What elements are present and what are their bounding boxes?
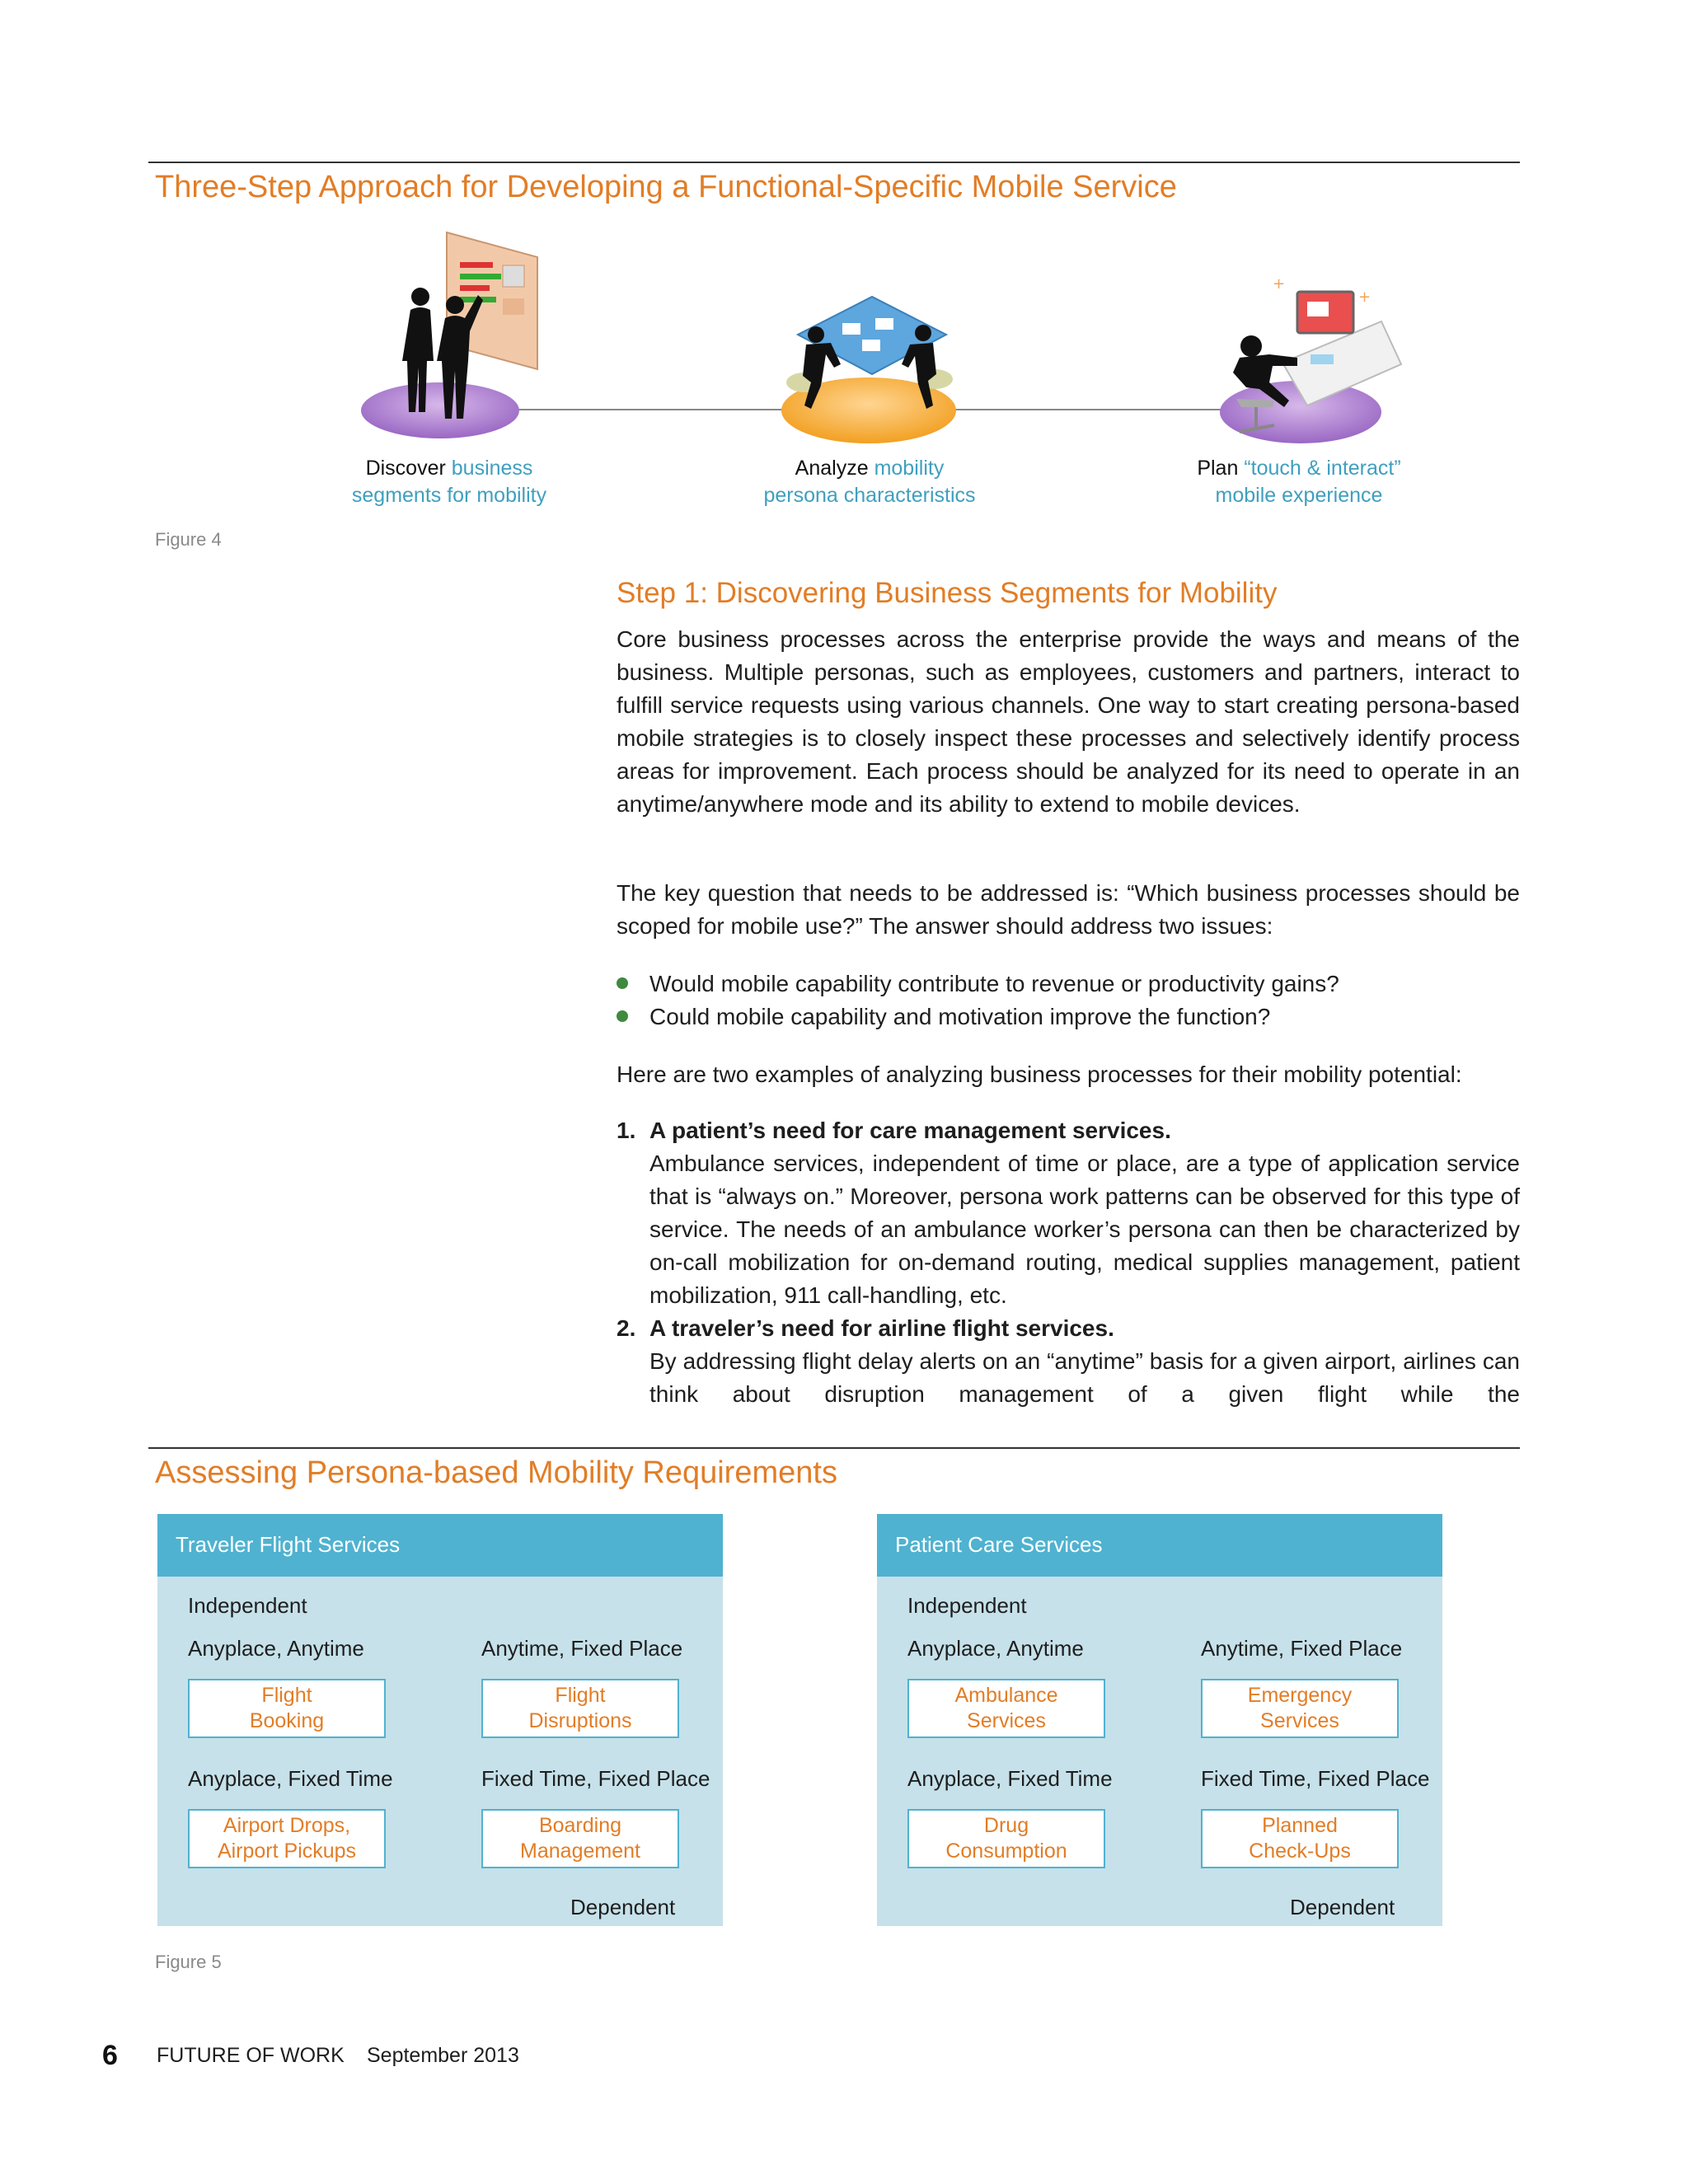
- dependent-label: Dependent: [570, 1895, 676, 1919]
- step1-paragraph-1: Core business processes across the enterprise provide the ways and means of the business. Multiple personas, such as employees, customers and partners, interact to fulfill service requests using various channels. One way to start creating persona-based mobile strategies is to closely inspect these processes and selectively identify process areas for improvement. Each process should be analyzed for its need to operate in an anytime/anywhere mode and its ability to extend to mobile devices.: [617, 626, 1520, 817]
- figure5-title: Assessing Persona-based Mobility Requirements: [155, 1455, 837, 1490]
- box-text: Flight Booking: [249, 1684, 325, 1732]
- publication-date: September 2013: [367, 2044, 519, 2067]
- box-drug-consumption: [907, 1809, 1105, 1868]
- item-2-body: By addressing flight delay alerts on an “anytime” basis for a given airport, airlines can think about disruption management of a given flight while the: [649, 1348, 1520, 1407]
- quadrant-label-anyplace-anytime: Anyplace, Anytime: [188, 1636, 364, 1661]
- independent-label: Independent: [907, 1593, 1027, 1618]
- bullet-dot-icon: [617, 977, 628, 989]
- caption-discover: [293, 455, 606, 509]
- figure5-label: Figure 5: [155, 1952, 222, 1972]
- box-text: Planned Check-Ups: [1249, 1814, 1351, 1863]
- box-text: Ambulance Services: [954, 1684, 1058, 1732]
- box-flight-disruptions: [481, 1679, 679, 1738]
- panel-header: [157, 1514, 723, 1577]
- caption-plan-verb: Plan: [1197, 457, 1239, 480]
- item-1-number: 1.: [617, 1118, 636, 1143]
- bullet-dot-icon: [617, 1010, 628, 1022]
- box-text: Airport Drops, Airport Pickups: [217, 1814, 357, 1863]
- box-ambulance-services: [907, 1679, 1105, 1738]
- quadrant-label-anytime-fixed-place: Anytime, Fixed Place: [481, 1636, 683, 1661]
- quadrant-label-anyplace-fixed-time: Anyplace, Fixed Time: [907, 1766, 1113, 1791]
- box-airport-drops-pickups: [188, 1809, 386, 1868]
- independent-label: Independent: [188, 1593, 307, 1618]
- panel-header-title: Patient Care Services: [895, 1532, 1103, 1557]
- item-1-title: A patient’s need for care management services.: [649, 1118, 1171, 1143]
- bullet-text: Would mobile capability contribute to revenue or productivity gains?: [649, 971, 1339, 996]
- quadrant-label-anyplace-anytime: Anyplace, Anytime: [907, 1636, 1084, 1661]
- box-boarding-management: [481, 1809, 679, 1868]
- caption-analyze-line2: persona characteristics: [763, 484, 976, 507]
- panel-header: [877, 1514, 1442, 1577]
- quadrant-label-anytime-fixed-place: Anytime, Fixed Place: [1201, 1636, 1403, 1661]
- caption-analyze-verb: Analyze: [795, 457, 869, 480]
- caption-discover-line2: segments for mobility: [351, 484, 547, 507]
- figure4-title: Three-Step Approach for Developing a Functional-Specific Mobile Service: [155, 170, 1177, 204]
- step1-paragraph-2: The key question that needs to be addressed is: “Which business processes should be scoped for mobile use?” The answer should address two issues:: [617, 880, 1520, 939]
- box-emergency-services: [1201, 1679, 1399, 1738]
- panel-header-title: Traveler Flight Services: [176, 1532, 401, 1557]
- step1-paragraph-3: Here are two examples of analyzing business processes for their mobility potential:: [617, 1062, 1462, 1087]
- caption-plan: [1142, 455, 1456, 509]
- quadrant-label-anyplace-fixed-time: Anyplace, Fixed Time: [188, 1766, 393, 1791]
- box-text: Emergency Services: [1247, 1684, 1353, 1732]
- panel-traveler-flight-services: [157, 1514, 723, 1926]
- top-rule: [148, 162, 1520, 163]
- quadrant-label-fixed-time-fixed-place: Fixed Time, Fixed Place: [1201, 1766, 1430, 1791]
- box-text: Drug Consumption: [945, 1814, 1067, 1863]
- box-text: Flight Disruptions: [528, 1684, 632, 1732]
- item-2-number: 2.: [617, 1315, 636, 1341]
- bullet-item: [617, 1001, 1520, 1033]
- dependent-label: Dependent: [1290, 1895, 1395, 1919]
- plan-illustration: [1208, 272, 1406, 453]
- issues-bullet-list: [617, 968, 1520, 1033]
- step1-title: Step 1: Discovering Business Segments for Mobility: [617, 577, 1278, 609]
- box-text: Boarding Management: [520, 1814, 640, 1863]
- svg-text:+: +: [1273, 275, 1286, 293]
- discover-illustration: [354, 229, 552, 445]
- item-1-body: Ambulance services, independent of time or place, are a type of application service that is “always on.” Moreover, persona work patterns can be observed for this type of service. The needs of an ambulance worker’s persona can then be characterized by on-call mobilization for on-demand routing, medical supplies management, patient mobilization, 911 call-handling, etc.: [649, 1151, 1520, 1308]
- figure4-label: Figure 4: [155, 529, 222, 550]
- page-number: 6: [102, 2040, 118, 2071]
- caption-discover-verb: Discover: [365, 457, 446, 480]
- bullet-item: [617, 968, 1520, 1001]
- item-2-title: A traveler’s need for airline flight services.: [649, 1315, 1114, 1341]
- caption-analyze-line1: mobility: [874, 457, 945, 480]
- caption-analyze: [713, 455, 1026, 509]
- caption-plan-line2: mobile experience: [1215, 484, 1383, 507]
- quadrant-label-fixed-time-fixed-place: Fixed Time, Fixed Place: [481, 1766, 710, 1791]
- panel-patient-care-services: [877, 1514, 1442, 1926]
- caption-plan-line1: “touch & interact”: [1244, 457, 1401, 480]
- bullet-text: Could mobile capability and motivation improve the function?: [649, 1004, 1271, 1029]
- box-flight-booking: [188, 1679, 386, 1738]
- svg-text:+: +: [1358, 288, 1372, 306]
- publication-name: FUTURE OF WORK: [157, 2044, 345, 2067]
- box-planned-check-ups: [1201, 1809, 1399, 1868]
- figure5-rule: [148, 1447, 1520, 1449]
- analyze-illustration: [773, 285, 971, 450]
- caption-discover-line1: business: [451, 457, 533, 480]
